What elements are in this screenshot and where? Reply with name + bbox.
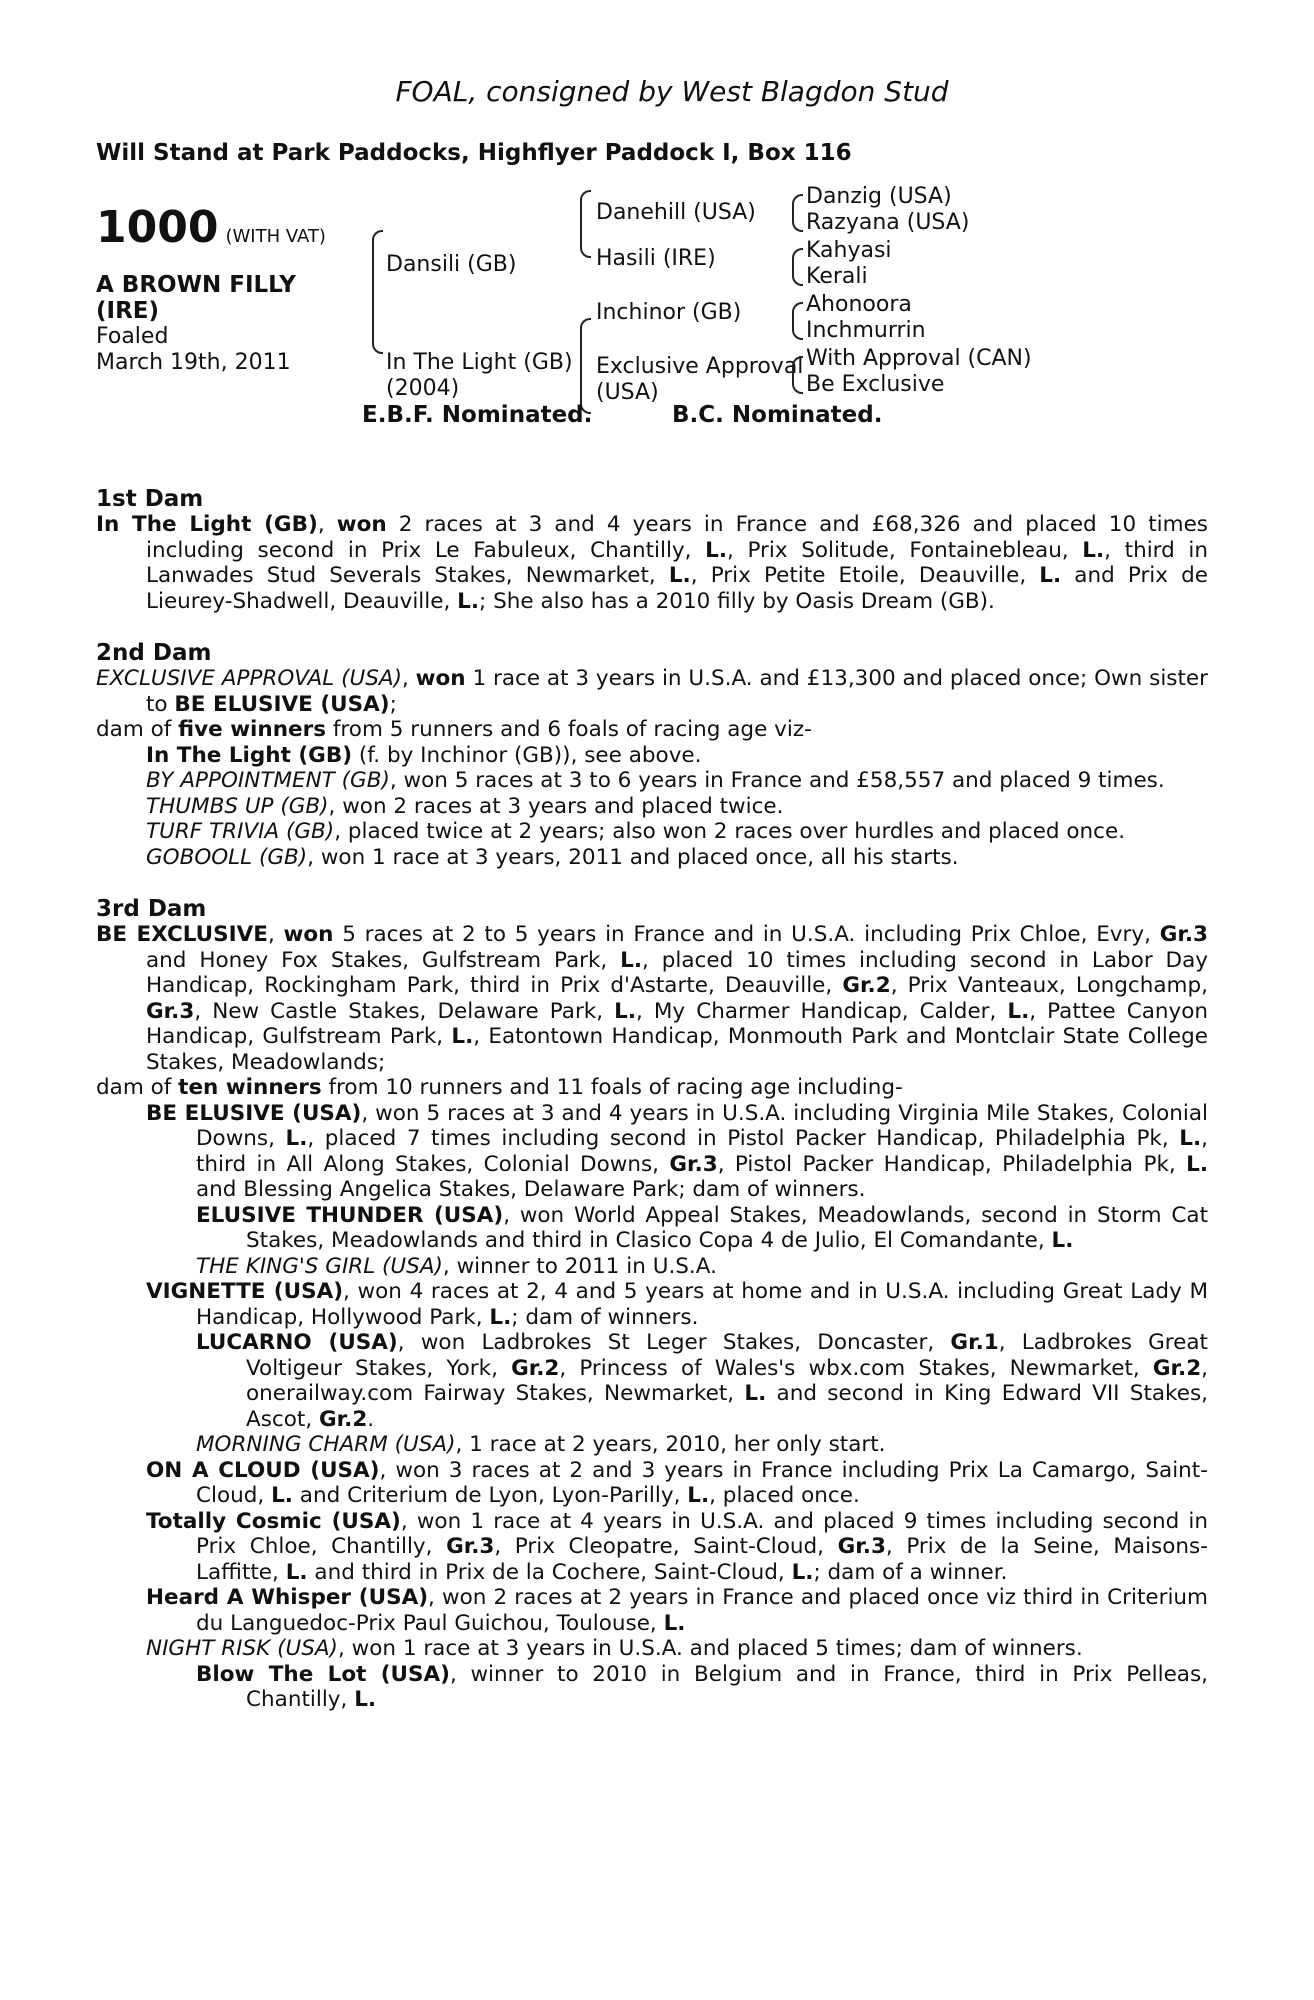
race-text: , Pattee Canyon Handicap, Gulfstream Park,: [146, 998, 1209, 1049]
race-text: from 5 runners and 6 foals of racing age viz-: [326, 717, 812, 742]
race-text: , won 3 races at 2 and 3 years in France including Prix La Camargo, Saint-Cloud,: [196, 1457, 1208, 1508]
produce-name: Totally Cosmic (USA): [146, 1508, 401, 1534]
race-text: ; dam of winners.: [511, 1304, 699, 1330]
race-text: , placed 7 times including second in Pistol Packer Handicap, Philadelphia Pk,: [307, 1126, 1180, 1151]
brace-sire: [372, 230, 383, 354]
brace-sire-line: [580, 190, 591, 258]
stand-location: Will Stand at Park Paddocks, Highflyer Paddock I, Box 116: [96, 140, 852, 166]
pedigree-g5: Ahonoora: [806, 292, 912, 317]
brace-g3: [792, 302, 803, 340]
produce-entry: [96, 1636, 1208, 1662]
produce-name: THE KING'S GIRL (USA): [196, 1253, 443, 1279]
race-text: , Prix Cleopatre, Saint-Cloud,: [494, 1534, 838, 1559]
pedigree-dam-sire: Inchinor (GB): [596, 300, 742, 325]
produce-entry: [96, 1585, 1208, 1636]
race-text: , winner to 2011 in U.S.A.: [442, 1253, 717, 1279]
produce-name: VIGNETTE (USA): [146, 1279, 344, 1304]
first-dam-name: In The Light (GB): [96, 512, 318, 537]
produce-entry: [96, 743, 1208, 769]
third-dam-section: [96, 896, 1208, 1713]
ebf-nomination: E.B.F. Nominated.: [362, 402, 593, 428]
race-text: , New Castle Stakes, Delaware Park,: [194, 998, 615, 1024]
listed-mark: L.: [744, 1381, 767, 1406]
race-text: , My Charmer Handicap, Calder,: [636, 998, 1008, 1024]
third-dam-name: BE EXCLUSIVE: [96, 922, 268, 947]
foaled-label: Foaled: [96, 324, 169, 349]
race-text: , Eatontown Handicap, Monmouth Park and Montclair State College Stakes, Meadowlands;: [146, 1024, 1208, 1075]
listed-mark: L.: [620, 947, 643, 973]
pedigree-g2: Razyana (USA): [806, 210, 970, 235]
pedigree-block: [96, 184, 1208, 460]
race-text: and Criterium de Lyon, Lyon-Parilly,: [292, 1483, 688, 1508]
brace-g4: [792, 356, 803, 394]
second-dam-paragraph: EXCLUSIVE APPROVAL (USA), won 1 race at 3 years in U.S.A. and £13,300 and placed once; Own sister to BE ELUSIVE (USA);: [96, 666, 1208, 717]
produce-entry: [96, 768, 1208, 794]
pedigree-sire-sire: Danehill (USA): [596, 200, 756, 225]
produce-name: NIGHT RISK (USA): [146, 1636, 338, 1661]
produce-name: ELUSIVE THUNDER (USA): [196, 1202, 504, 1228]
brace-g1: [792, 194, 803, 232]
group-mark: Gr.1: [950, 1330, 999, 1355]
race-text: and second in King Edward VII Stakes, Ascot,: [246, 1381, 1208, 1432]
listed-mark: L.: [663, 1610, 686, 1636]
race-text: , won 1 race at 3 years in U.S.A. and placed 5 times; dam of winners.: [337, 1636, 1083, 1661]
race-text: , onerailway.com Fairway Stakes, Newmarket,: [246, 1355, 1208, 1406]
group-mark: Gr.3: [146, 998, 195, 1024]
brace-dam-line: [580, 318, 591, 414]
second-dam-section: [96, 640, 1208, 870]
first-dam-paragraph: In The Light (GB), won 2 races at 3 and 4 years in France and £68,326 and placed 10 times including second in Prix Le Fabuleux, Chantilly, L., Prix Solitude, Fontainebleau, L., third in Lanwades Stud Severals Stakes, Newmarket, L., Prix Petite Etoile, Deauville, L. and Prix de Lieurey-Shadwell, Deauville, L.; She also has a 2010 filly by Oasis Dream (GB).: [96, 512, 1209, 614]
listed-mark: L.: [354, 1687, 377, 1712]
listed-mark: L.: [614, 998, 636, 1024]
bc-nomination: B.C. Nominated.: [672, 402, 883, 428]
pedigree-g8: Be Exclusive: [806, 372, 945, 397]
produce-name: BE ELUSIVE (USA): [146, 1100, 362, 1126]
produce-name: GOBOOLL (GB): [146, 844, 308, 870]
produce-name: ON A CLOUD (USA): [146, 1457, 380, 1483]
produce-name: In The Light (GB): [146, 742, 353, 768]
sister-name: BE ELUSIVE (USA): [174, 691, 390, 717]
race-text: , won 4 races at 2, 4 and 5 years at home and in U.S.A. including Great Lady M Handicap, Hollywood Park,: [196, 1279, 1209, 1330]
second-dam-heading: 2nd Dam: [96, 640, 212, 666]
brace-g2: [792, 248, 803, 286]
race-text: , won Ladbrokes St Leger Stakes, Doncaster,: [397, 1330, 951, 1355]
race-text: 2 races at 3 and 4 years in France and £68,326 and placed 10 times including second in Prix Le Fabuleux, Chantilly,: [146, 512, 1209, 563]
pedigree-g4: Kerali: [806, 264, 868, 289]
pedigree-g3: Kahyasi: [806, 238, 892, 263]
third-dam-produce-line: [96, 1075, 1208, 1101]
produce-entry: [96, 1101, 1208, 1203]
race-text: , third in Lanwades Stud Severals Stakes, Newmarket,: [146, 537, 1209, 588]
produce-entry: [96, 794, 1208, 820]
dam-of-label: dam of: [96, 717, 179, 742]
race-text: , Prix Solitude, Fontainebleau,: [727, 537, 1083, 563]
listed-mark: L.: [285, 1559, 308, 1585]
second-dam-produce-line: [96, 717, 1208, 743]
group-mark: Gr.2: [511, 1355, 560, 1381]
produce-entry: [96, 1330, 1208, 1432]
lot-heading: [96, 204, 326, 252]
race-text: .: [367, 1406, 375, 1432]
group-mark: Gr.2: [1152, 1355, 1202, 1381]
second-dam-name: EXCLUSIVE APPROVAL (USA): [96, 666, 402, 691]
race-text: , won 1 race at 4 years in U.S.A. and placed 9 times including second in Prix Chloe, Chantilly,: [196, 1508, 1208, 1559]
first-dam-section: [96, 486, 1208, 614]
pedigree-sire: Dansili (GB): [386, 252, 517, 277]
group-mark: Gr.3: [837, 1534, 886, 1559]
pedigree-g1: Danzig (USA): [806, 184, 952, 209]
race-text: and Honey Fox Stakes, Gulfstream Park,: [146, 947, 621, 973]
pedigree-dam: In The Light (GB): [386, 350, 573, 375]
group-mark: Gr.2: [842, 973, 891, 998]
pedigree-dam-dam-origin: (USA): [596, 380, 659, 405]
listed-mark: L.: [705, 537, 727, 563]
race-text: , Prix Vanteaux, Longchamp,: [890, 973, 1208, 998]
listed-mark: L.: [1051, 1228, 1074, 1253]
race-text: , won 2 races at 3 years and placed twice.: [328, 793, 784, 819]
race-text: , won 1 race at 3 years, 2011 and placed once, all his starts.: [307, 844, 959, 870]
consignment-line: FOAL, consigned by West Blagdon Stud: [395, 75, 949, 108]
race-text: , Prix de la Seine, Maisons-Laffitte,: [196, 1534, 1208, 1585]
race-text: , won 2 races at 2 years in France and placed once viz third in Criterium du Languedoc-Prix Paul Guichou, Toulouse,: [196, 1585, 1208, 1636]
foaled-date: March 19th, 2011: [96, 350, 291, 375]
pedigree-dam-year: (2004): [386, 376, 460, 401]
produce-entry: [96, 845, 1208, 871]
race-text: , won 5 races at 3 and 4 years in U.S.A. including Virginia Mile Stakes, Colonial Downs,: [196, 1100, 1209, 1151]
listed-mark: L.: [791, 1559, 814, 1585]
race-text: and Prix de Lieurey-Shadwell, Deauville,: [146, 563, 1209, 614]
listed-mark: L.: [1082, 537, 1105, 563]
race-text: , 1 race at 2 years, 2010, her only start.: [455, 1432, 886, 1457]
group-mark: Gr.3: [669, 1151, 718, 1177]
race-text: , Pistol Packer Handicap, Philadelphia Pk,: [717, 1151, 1187, 1177]
produce-entry: [96, 1509, 1208, 1586]
race-text: ; She also has a 2010 filly by Oasis Dream (GB).: [479, 588, 995, 614]
produce-entry: [96, 1203, 1208, 1254]
race-text: , winner to 2010 in Belgium and in France, third in Prix Pelleas, Chantilly,: [246, 1661, 1209, 1712]
listed-mark: L.: [451, 1024, 474, 1049]
listed-mark: L.: [1039, 563, 1062, 588]
race-text: and third in Prix de la Cochere, Saint-Cloud,: [307, 1559, 792, 1585]
produce-name: LUCARNO (USA): [196, 1330, 398, 1355]
race-text: from 10 runners and 11 foals of racing age including-: [321, 1075, 903, 1100]
race-text: 1 race at 3 years in U.S.A. and £13,300 and placed once; Own sister to: [146, 666, 1208, 717]
won-label: won: [415, 666, 466, 691]
produce-entry: [96, 1432, 1208, 1458]
third-dam-heading: 3rd Dam: [96, 896, 207, 922]
won-label: won: [336, 512, 387, 537]
produce-entry: [96, 1254, 1208, 1280]
produce-name: TURF TRIVIA (GB): [146, 819, 335, 844]
catalogue-page: [96, 70, 1208, 1713]
group-mark: Gr.3: [446, 1534, 495, 1559]
group-mark: Gr.2: [318, 1406, 368, 1432]
listed-mark: L.: [1179, 1126, 1202, 1151]
race-text: ;: [389, 691, 397, 717]
pedigree-dam-dam: Exclusive Approval: [596, 354, 804, 379]
produce-name: THUMBS UP (GB): [146, 793, 329, 819]
produce-name: MORNING CHARM (USA): [196, 1432, 456, 1457]
produce-entry: [96, 819, 1208, 845]
group-mark: Gr.3: [1159, 922, 1208, 947]
pedigree-g6: Inchmurrin: [806, 318, 926, 343]
vat-note: (WITH VAT): [225, 226, 326, 247]
third-dam-paragraph: BE EXCLUSIVE, won 5 races at 2 to 5 years in France and in U.S.A. including Prix Chloe, Evry, Gr.3 and Honey Fox Stakes, Gulfstream Park, L., placed 10 times including second in Labor Day Handicap, Rockingham Park, third in Prix d'Astarte, Deauville, Gr.2, Prix Vanteaux, Longchamp, Gr.3, New Castle Stakes, Delaware Park, L., My Charmer Handicap, Calder, L., Pattee Canyon Handicap, Gulfstream Park, L., Eatontown Handicap, Monmouth Park and Montclair State College Stakes, Meadowlands;: [96, 922, 1209, 1075]
listed-mark: L.: [687, 1483, 710, 1508]
pedigree-g7: With Approval (CAN): [806, 346, 1032, 371]
race-text: (f. by Inchinor (GB)), see above.: [352, 742, 702, 768]
race-text: 5 races at 2 to 5 years in France and in U.S.A. including Prix Chloe, Evry,: [333, 922, 1160, 947]
won-label: won: [283, 922, 334, 947]
produce-name: Blow The Lot (USA): [196, 1661, 450, 1687]
race-text: , Princess of Wales's wbx.com Stakes, Newmarket,: [559, 1355, 1153, 1381]
race-text: and Blessing Angelica Stakes, Delaware Park; dam of winners.: [196, 1177, 866, 1202]
pedigree-sire-dam: Hasili (IRE): [596, 246, 716, 271]
race-text: , Ladbrokes Great Voltigeur Stakes, York,: [246, 1330, 1208, 1381]
listed-mark: L.: [457, 588, 480, 614]
race-text: , third in All Along Stakes, Colonial Downs,: [196, 1126, 1208, 1177]
race-text: , won 5 races at 3 to 6 years in France and £58,557 and placed 9 times.: [389, 768, 1165, 793]
listed-mark: L.: [489, 1304, 512, 1330]
dam-of-label: dam of: [96, 1075, 179, 1100]
race-text: , won World Appeal Stakes, Meadowlands, second in Storm Cat Stakes, Meadowlands and third in Clasico Copa 4 de Julio, El Comandante,: [246, 1202, 1208, 1253]
listed-mark: L.: [668, 563, 691, 588]
listed-mark: L.: [285, 1126, 308, 1151]
lot-number: 1000: [96, 202, 219, 253]
winners-count: ten winners: [178, 1075, 322, 1100]
race-text: , placed once.: [709, 1483, 860, 1508]
race-text: , placed twice at 2 years; also won 2 races over hurdles and placed once.: [334, 819, 1126, 844]
listed-mark: L.: [1007, 998, 1030, 1024]
race-text: , Prix Petite Etoile, Deauville,: [690, 563, 1040, 588]
lot-description-1: A BROWN FILLY: [96, 272, 296, 298]
produce-entry: [96, 1458, 1208, 1509]
race-text: ; dam of a winner.: [813, 1559, 1008, 1585]
first-dam-heading: 1st Dam: [96, 486, 204, 512]
lot-description-2: (IRE): [96, 298, 160, 324]
produce-name: Heard A Whisper (USA): [146, 1585, 429, 1610]
produce-name: BY APPOINTMENT (GB): [146, 768, 390, 793]
produce-entry: [96, 1279, 1208, 1330]
race-text: , placed 10 times including second in Labor Day Handicap, Rockingham Park, third in Prix d'Astarte, Deauville,: [146, 947, 1209, 998]
listed-mark: L.: [271, 1483, 293, 1508]
listed-mark: L.: [1186, 1151, 1208, 1177]
produce-entry: [96, 1662, 1208, 1713]
winners-count: five winners: [178, 717, 327, 742]
